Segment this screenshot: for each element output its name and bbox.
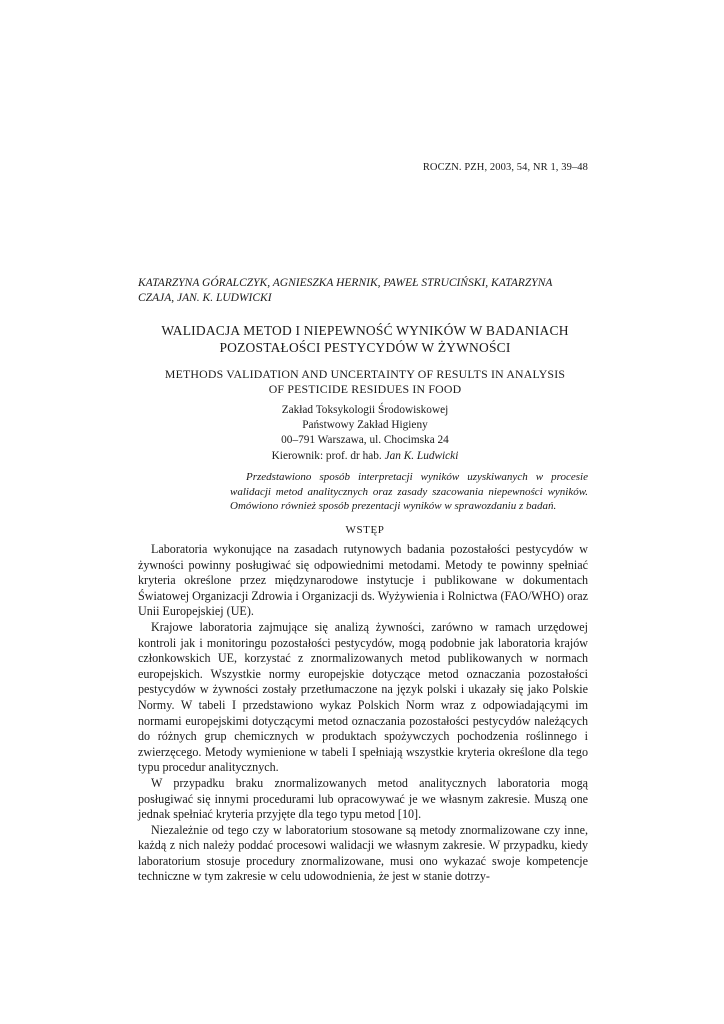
title-polish bbox=[130, 322, 600, 356]
title-english-line-2: OF PESTICIDE RESIDUES IN FOOD bbox=[268, 381, 462, 396]
abstract: Przedstawiono sposób interpretacji wyników uzyskiwanych w procesie walidacji metod analitycznych oraz zasady szacowania niepewności wyników. Omówiono również sposób prezentacji wyników w sprawozdaniu z badań. bbox=[230, 471, 588, 512]
body-text bbox=[138, 542, 588, 885]
journal-citation: ROCZN. PZH, 2003, 54, NR 1, 39–48 bbox=[422, 162, 588, 173]
affiliation-block bbox=[130, 403, 600, 464]
body-paragraph: Niezależnie od tego czy w laboratorium stosowane są metody znormalizowane czy inne, każdą z nich należy poddać procesowi walidacji we własnym zakresie. W przypadku, kiedy laboratorium stosuje procedury znormalizowane, musi ono wykazać swoje kompetencje techniczne w tym zakresie w celu udowodnienia, że jest w stanie dotrzy- bbox=[138, 822, 588, 884]
author-list: KATARZYNA GÓRALCZYK, AGNIESZKA HERNIK, PAWEŁ STRUCIŃSKI, KATARZYNA CZAJA, JAN. K. LUDWICKI bbox=[138, 277, 553, 304]
title-polish-line-2: POZOSTAŁOŚCI PESTYCYDÓW W ŻYWNOŚCI bbox=[219, 340, 511, 355]
body-paragraph: Krajowe laboratoria zajmujące się analizą żywności, zarówno w ramach urzędowej kontroli jak i monitoringu pozostałości pestycydów, mogą podobnie jak laboratoria krajów członkowskich UE, korzystać z znormalizowanych metod publikowanych w normach europejskich. Wszystkie normy europejskie dotyczące metod oznaczania pozostałości pestycydów w żywności zostały przetłumaczone na język polski i ukazały się jako Polskie Normy. W tabeli I przedstawiono wykaz Polskich Norm wraz z odpowiadającymi im normami europejskimi dotyczącymi metod oznaczania pozostałości pestycydów należących do różnych grup chemicznych w produktach spożywczych pochodzenia roślinnego i zwierzęcego. Metody wymienione w tabeli I spełniają wszystkie kryteria określone dla tego typu procedur analitycznych. bbox=[138, 619, 588, 775]
section-heading: WSTĘP bbox=[345, 524, 385, 536]
body-paragraph: W przypadku braku znormalizowanych metod analitycznych laboratoria mogą posługiwać się innymi procedurami lub opracowywać je we własnym zakresie. Muszą one jednak spełniać kryteria przyjęte dla tego typu metod [10]. bbox=[138, 775, 588, 822]
affiliation-institute: Państwowy Zakład Higieny bbox=[302, 419, 428, 432]
affiliation-head-name: Jan K. Ludwicki bbox=[384, 449, 459, 462]
affiliation-department: Zakład Toksykologii Środowiskowej bbox=[281, 404, 449, 416]
affiliation-head-label: Kierownik: prof. dr hab. bbox=[271, 449, 382, 462]
title-english-line-1: METHODS VALIDATION AND UNCERTAINTY OF RESULTS IN ANALYSIS bbox=[164, 367, 566, 381]
title-english bbox=[130, 367, 600, 396]
affiliation-head bbox=[130, 449, 600, 464]
affiliation-address: 00–791 Warszawa, ul. Chocimska 24 bbox=[281, 434, 449, 447]
body-paragraph: Laboratoria wykonujące na zasadach rutynowych badania pozostałości pestycydów w żywności powinny posługiwać się odpowiednimi metodami. Metody te powinny spełniać kryteria określone przez międzynarodowe instytucje i publikowane w dokumentach Światowej Organizacji Zdrowia i Organizacji ds. Wyżywienia i Rolnictwa (FAO/WHO) oraz Unii Europejskiej (UE). bbox=[138, 542, 588, 619]
title-polish-line-1: WALIDACJA METOD I NIEPEWNOŚĆ WYNIKÓW W BADANIACH bbox=[161, 323, 569, 338]
